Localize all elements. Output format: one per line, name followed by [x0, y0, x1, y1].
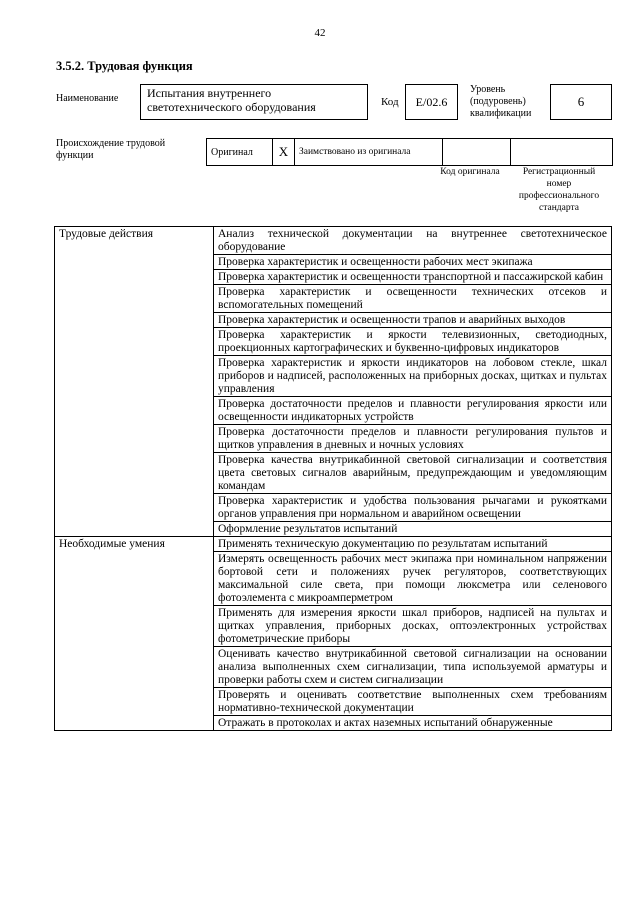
section-item: Анализ технической документации на внутреннее светотехническое оборудование — [214, 227, 612, 255]
section-item: Проверка характеристик и освещенности транспортной и пассажирской кабин — [214, 270, 612, 285]
level-value: 6 — [550, 84, 612, 120]
level-label: Уровень (подуровень) квалификации — [470, 84, 532, 119]
origin-reg-caption: Регистрационный номер профессионального стандарта — [518, 167, 600, 213]
origin-code-cell — [443, 139, 511, 166]
section-item: Проверка характеристик и освещенности технических отсеков и вспомогательных помещений — [214, 285, 612, 313]
section-item: Проверка характеристик и яркости индикаторов на лобовом стекле, шкал приборов и надписей, расположенных на приборных досках, щитках и пультах управления — [214, 356, 612, 397]
section-item: Применять техническую документацию по результатам испытаний — [214, 537, 612, 552]
page-number: 42 — [314, 27, 326, 39]
section-item: Применять для измерения яркости шкал приборов, надписей на пультах и щитках управления, приборных досках, оптоэлектронных устройствах фотометрические приборы — [214, 606, 612, 647]
section-item: Проверка характеристик и удобства пользования рычагами и рукоятками органов управления при нормальном и аварийном освещении — [214, 494, 612, 522]
origin-table — [206, 138, 613, 166]
section-item: Оформление результатов испытаний — [214, 522, 612, 537]
section-item: Измерять освещенность рабочих мест экипажа при номинальном напряжении бортовой сети и положениях ручек регуляторов, соответствующих максимальной силе света, при помощи люксметра или селенового фотоэлемента с микроамперметром — [214, 552, 612, 606]
name-label: Наименование — [56, 93, 119, 104]
origin-original: Оригинал — [207, 139, 273, 166]
functions-table — [54, 226, 612, 731]
origin-label: Происхождение трудовой функции — [56, 138, 166, 161]
origin-mark: X — [273, 139, 295, 166]
name-value: Испытания внутреннего светотехнического оборудования — [140, 84, 368, 120]
section-item: Проверка характеристик и освещенности рабочих мест экипажа — [214, 255, 612, 270]
origin-code-caption: Код оригинала — [440, 167, 500, 177]
origin-reg-cell — [511, 139, 613, 166]
table-row — [55, 227, 612, 255]
code-value: Е/02.6 — [405, 84, 458, 120]
code-label: Код — [381, 96, 399, 108]
section-item: Проверка достаточности пределов и плавности регулирования яркости или освещенности индикаторных устройств — [214, 397, 612, 425]
section-item: Оценивать качество внутрикабинной световой сигнализации на основании анализа выполненных схем сигнализации, типа используемой арматуры и проверки работы схем и систем сигнализации — [214, 647, 612, 688]
table-row — [55, 537, 612, 552]
section-item: Проверка характеристик и освещенности трапов и аварийных выходов — [214, 313, 612, 328]
section-item: Проверка достаточности пределов и плавности регулирования пультов и щитков управления в дневных и ночных условиях — [214, 425, 612, 453]
section-title: 3.5.2. Трудовая функция — [56, 59, 193, 73]
section-category: Необходимые умения — [55, 537, 214, 731]
section-item: Отражать в протоколах и актах наземных испытаний обнаруженные — [214, 716, 612, 731]
origin-borrowed: Заимствовано из оригинала — [295, 139, 443, 166]
section-item: Проверять и оценивать соответствие выполненных схем требованиям нормативно-технической документации — [214, 688, 612, 716]
section-item: Проверка качества внутрикабинной световой сигнализации и соответствия цвета световых сигналов аварийным, предупреждающим и уведомляющим командам — [214, 453, 612, 494]
section-category: Трудовые действия — [55, 227, 214, 537]
section-item: Проверка характеристик и яркости телевизионных, светодиодных, проекционных картографических и буквенно-цифровых индикаторов — [214, 328, 612, 356]
